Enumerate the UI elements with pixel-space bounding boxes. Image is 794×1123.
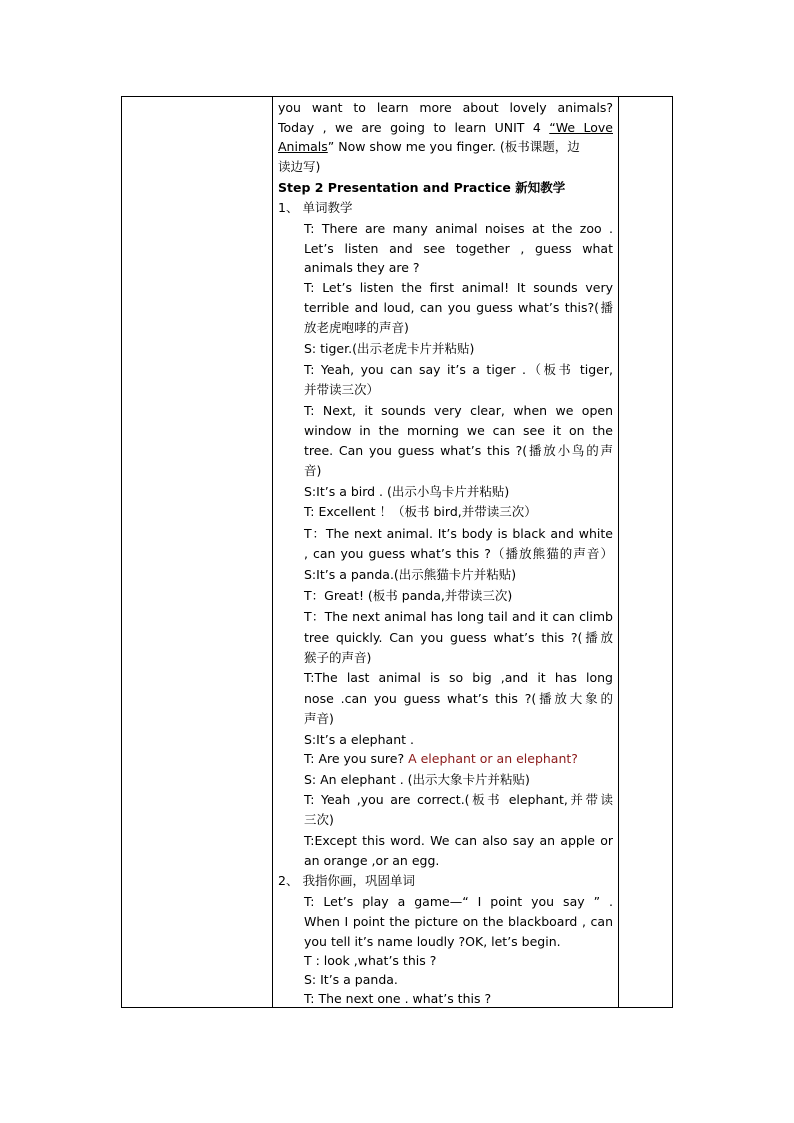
dialogue-line: T：The next animal. It’s body is black and white	[304, 526, 613, 541]
dialogue-line: 音)	[304, 463, 322, 478]
dialogue-line: 声音)	[304, 711, 334, 726]
dialogue-line: terrible and loud, can you guess what’s this?(播	[304, 300, 613, 315]
dialogue-line: S: tiger.(出示老虎卡片并粘贴)	[304, 341, 475, 356]
dialogue-line: T: Let’s listen the first animal! It sounds very	[304, 280, 613, 295]
intro-text: Today , we are going to learn UNIT 4	[278, 120, 550, 135]
dialogue-line: S:It’s a elephant .	[304, 732, 414, 747]
lesson-plan-table	[121, 96, 673, 1008]
dialogue-line: T:The last animal is so big ,and it has long	[304, 670, 613, 685]
subsection-number: 1、	[278, 200, 299, 215]
dialogue-line: 并带读三次）	[304, 382, 380, 397]
dialogue-line: T: Excellent ！（板书 bird,并带读三次）	[304, 504, 537, 519]
dialogue-line: an orange ,or an egg.	[304, 853, 440, 868]
dialogue-line: S: An elephant . (出示大象卡片并粘贴)	[304, 772, 530, 787]
unit-title-part: Animals	[278, 139, 328, 154]
dialogue-line: , can you guess what’s this ?（播放熊猫的声音）	[304, 546, 613, 561]
dialogue-line	[304, 749, 613, 769]
column-divider-left	[272, 97, 273, 1007]
dialogue-line: T: The next one . what’s this ?	[304, 991, 492, 1006]
dialogue-text: T: Are you sure?	[304, 751, 409, 766]
dialogue-line: 猴子的声音)	[304, 650, 372, 665]
dialogue-line: T: Yeah ,you are correct.(板书 elephant,并带读	[304, 792, 613, 807]
dialogue-line: T: Let’s play a game—“ I point you say ” .	[304, 894, 613, 909]
intro-line	[278, 118, 613, 138]
dialogue-line: S:It’s a panda.(出示熊猫卡片并粘贴)	[304, 567, 517, 582]
dialogue-line: T : look ,what’s this ?	[304, 953, 437, 968]
dialogue-line: T:Except this word. We can also say an apple or	[304, 833, 613, 848]
dialogue-line: T：Great! (板书 panda,并带读三次)	[304, 588, 513, 603]
subsection-heading	[278, 198, 613, 218]
dialogue-line: T: Yeah, you can say it’s a tiger .（板书 tiger,	[304, 362, 613, 377]
dialogue-line: T: There are many animal noises at the zoo .	[304, 221, 613, 236]
dialogue-line: S:It’s a bird . (出示小鸟卡片并粘贴)	[304, 484, 510, 499]
dialogue-line: animals they are ?	[304, 260, 420, 275]
intro-line	[278, 137, 613, 157]
highlighted-question: A elephant or an elephant?	[408, 751, 578, 766]
intro-line: 读边写)	[278, 159, 321, 174]
dialogue-line: nose .can you guess what’s this ?(播放大象的	[304, 691, 613, 706]
dialogue-line: tree. Can you guess what’s this ?(播放小鸟的声	[304, 443, 613, 458]
subsection-number: 2、	[278, 873, 299, 888]
subsection-heading	[278, 871, 613, 891]
dialogue-line: T: Next, it sounds very clear, when we open	[304, 403, 613, 418]
intro-text: ” Now show me you finger. (板书课题，边	[327, 139, 580, 154]
dialogue-line: you tell it’s name loudly ?OK, let’s begin.	[304, 934, 561, 949]
dialogue-line: 三次)	[304, 812, 334, 827]
dialogue-line: When I point the picture on the blackboard , can	[304, 914, 613, 929]
dialogue-line: T：The next animal has long tail and it can climb	[304, 609, 613, 624]
dialogue-line: S: It’s a panda.	[304, 972, 398, 987]
subsection-title: 单词教学	[302, 200, 353, 215]
unit-title-part: “We Love	[549, 120, 613, 135]
dialogue-line: Let’s listen and see together , guess what	[304, 241, 613, 256]
intro-line: you want to learn more about lovely animals?	[278, 100, 613, 115]
step2-heading: Step 2 Presentation and Practice 新知教学	[278, 180, 566, 195]
dialogue-line: window in the morning we can see it on the	[304, 423, 613, 438]
dialogue-line: tree quickly. Can you guess what’s this ?(播放	[304, 630, 613, 645]
subsection-title: 我指你画，巩固单词	[302, 873, 415, 888]
column-divider-right	[618, 97, 619, 1007]
dialogue-line: 放老虎咆哮的声音)	[304, 320, 409, 335]
